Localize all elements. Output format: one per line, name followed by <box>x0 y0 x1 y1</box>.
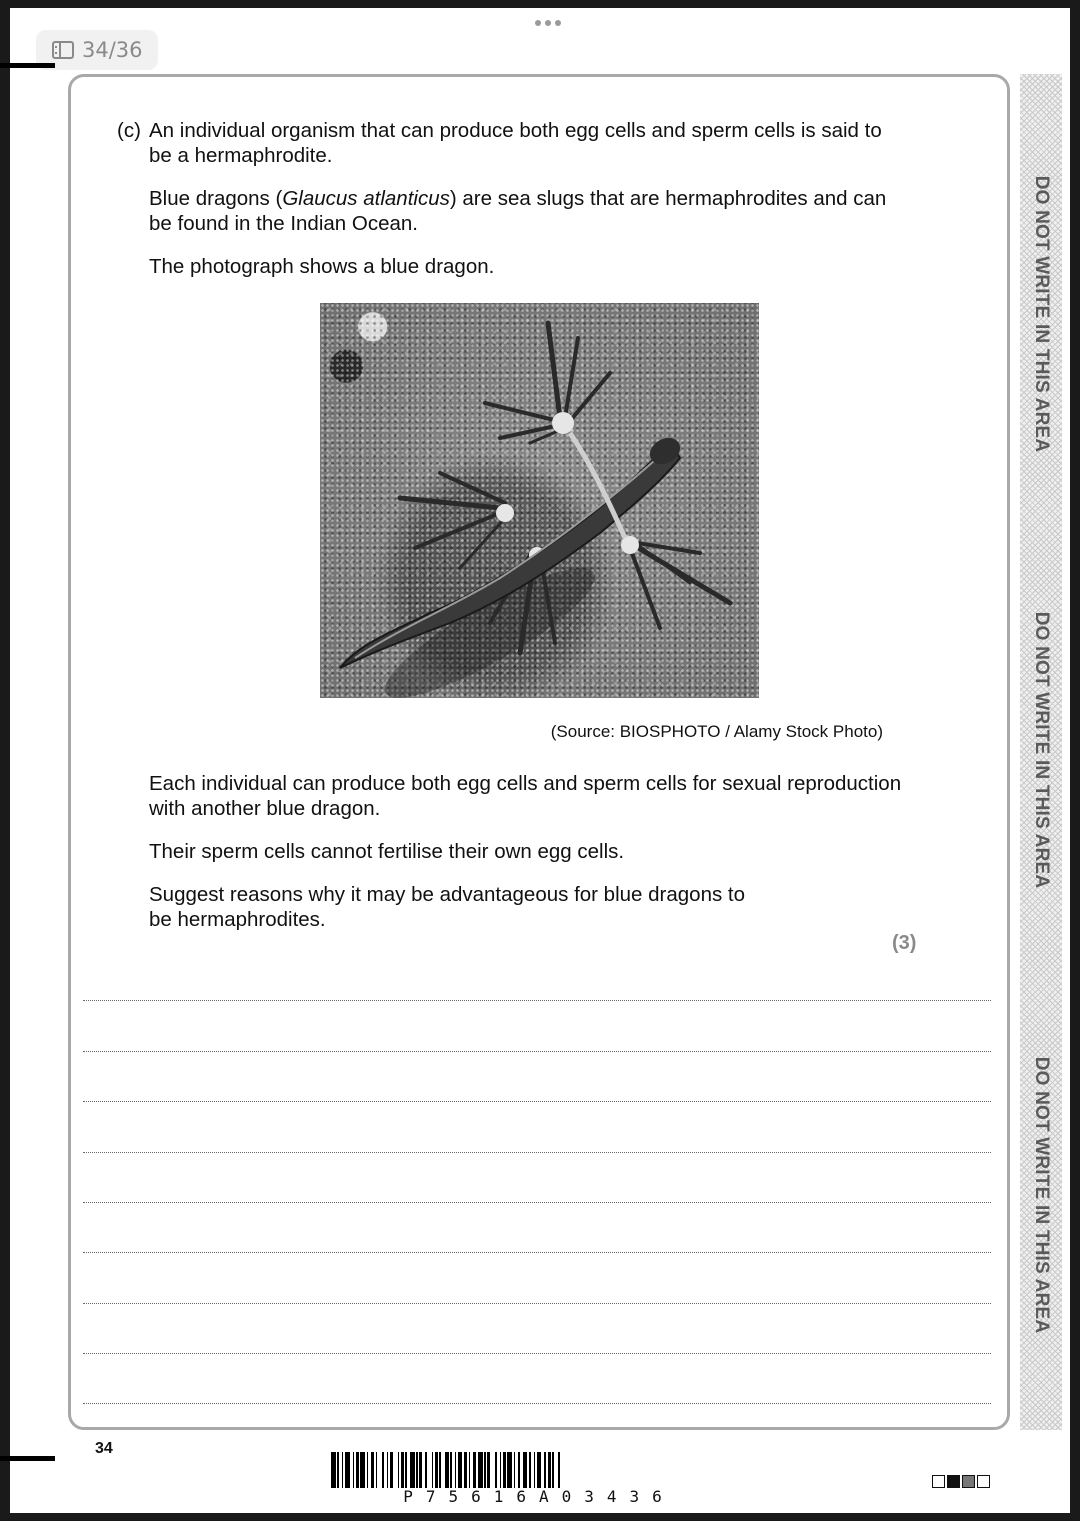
crop-mark-top <box>0 63 55 68</box>
species-text-before: Blue dragons ( <box>149 187 283 210</box>
margin-warning-bottom: DO NOT WRITE IN THIS AREA <box>1031 1056 1052 1334</box>
registration-box <box>977 1475 990 1488</box>
page-number: 34 <box>95 1440 113 1457</box>
marks-available: (3) <box>892 932 917 954</box>
answer-line[interactable] <box>83 1202 991 1203</box>
answer-line[interactable] <box>83 1000 991 1001</box>
barcode <box>331 1452 747 1488</box>
answer-line[interactable] <box>83 1303 991 1304</box>
species-name: Glaucus atlanticus <box>282 187 450 210</box>
question-prompt: Suggest reasons why it may be advantageous for blue dragons to be hermaphrodites. <box>149 883 746 931</box>
margin-warning-middle: DO NOT WRITE IN THIS AREA <box>1031 611 1052 889</box>
photo-caption: The photograph shows a blue dragon. <box>149 255 495 278</box>
question-paragraph-fertilise: Their sperm cells cannot fertilise their own egg cells. <box>149 840 625 863</box>
registration-boxes <box>932 1475 992 1488</box>
registration-box <box>947 1475 960 1488</box>
answer-line[interactable] <box>83 1403 991 1404</box>
answer-line[interactable] <box>83 1101 991 1102</box>
question-paragraph-species <box>149 186 909 236</box>
margin-warning-top: DO NOT WRITE IN THIS AREA <box>1031 175 1052 453</box>
barcode-text: P75616A03436 <box>403 1487 675 1506</box>
question-label: (c) <box>117 119 141 142</box>
page-indicator-label: 34/36 <box>82 38 143 62</box>
more-options-icon[interactable] <box>535 20 561 26</box>
crop-mark-bottom <box>0 1456 55 1461</box>
species-text-after: ) are sea slugs that are hermaphrodites and can be found in the Indian Ocean. <box>149 187 887 235</box>
answer-line[interactable] <box>83 1353 991 1354</box>
registration-box <box>932 1475 945 1488</box>
blue-dragon-photo <box>320 303 759 698</box>
blue-dragon-illustration <box>320 303 759 698</box>
photo-source: (Source: BIOSPHOTO / Alamy Stock Photo) <box>550 722 883 741</box>
question-intro: An individual organism that can produce both egg cells and sperm cells is said to be a hermaphrodite. <box>149 119 882 167</box>
answer-line[interactable] <box>83 1051 991 1052</box>
question-paragraph-reproduction: Each individual can produce both egg cells and sperm cells for sexual reproduction with another blue dragon. <box>149 772 902 820</box>
answer-line[interactable] <box>83 1252 991 1253</box>
answer-line[interactable] <box>83 1152 991 1153</box>
sidebar-toggle-icon[interactable] <box>52 41 74 59</box>
registration-box <box>962 1475 975 1488</box>
